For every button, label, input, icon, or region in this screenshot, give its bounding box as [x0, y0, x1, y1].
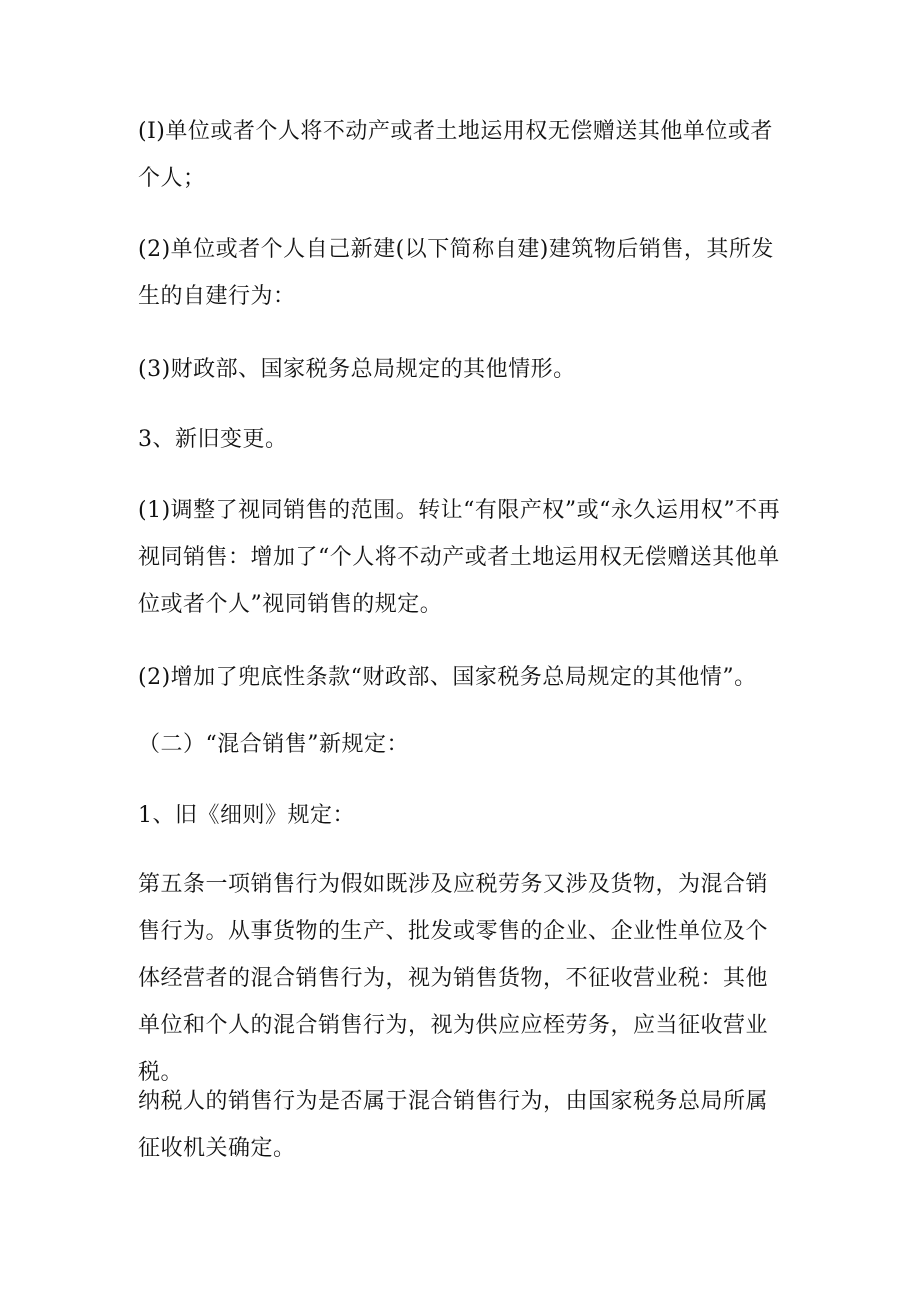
- paragraph-other-cases: (3)财政部、国家税务总局规定的其他情形。: [138, 357, 576, 382]
- section-heading-old-rules: 1、旧《细则》规定：: [138, 803, 355, 828]
- section-heading-mixed-sales: （二）“混合销售”新规定：: [138, 732, 409, 757]
- paragraph-article-five: 第五条一项销售行为假如既涉及应税劳务又涉及货物，为混合销售行为。从事货物的生产、批发或零售的企业、企业性单位及个体经营者的混合销售行为，视为销售货物，不征收营业税：其他单位和个人的混合销售行为，视为供应应桎劳务，应当征收营业税。: [138, 872, 769, 1085]
- paragraph-scope-adjustment: (1)调整了视同销售的范围。转让“有限产权”或“永久运用权”不再视同销售：增加了“个人将不动产或者土地运用权无偿赠送其他单位或者个人”视同销售的规定。: [138, 498, 781, 617]
- paragraph-determination: 纳税人的销售行为是否属于混合销售行为，由国家税务总局所属征收机关确定。: [138, 1089, 769, 1161]
- section-heading-changes: 3、新旧变更。: [138, 427, 288, 452]
- paragraph-gift-property: (I)单位或者个人将不动产或者土地运用权无偿赠送其他单位或者个人；: [138, 119, 773, 191]
- paragraph-catch-all-clause: (2)增加了兜底性条款“财政部、国家税务总局规定的其他情”。: [138, 665, 757, 690]
- paragraph-self-built: (2)单位或者个人自己新建(以下简称自建)建筑物后销售，其所发生的自建行为：: [138, 237, 774, 309]
